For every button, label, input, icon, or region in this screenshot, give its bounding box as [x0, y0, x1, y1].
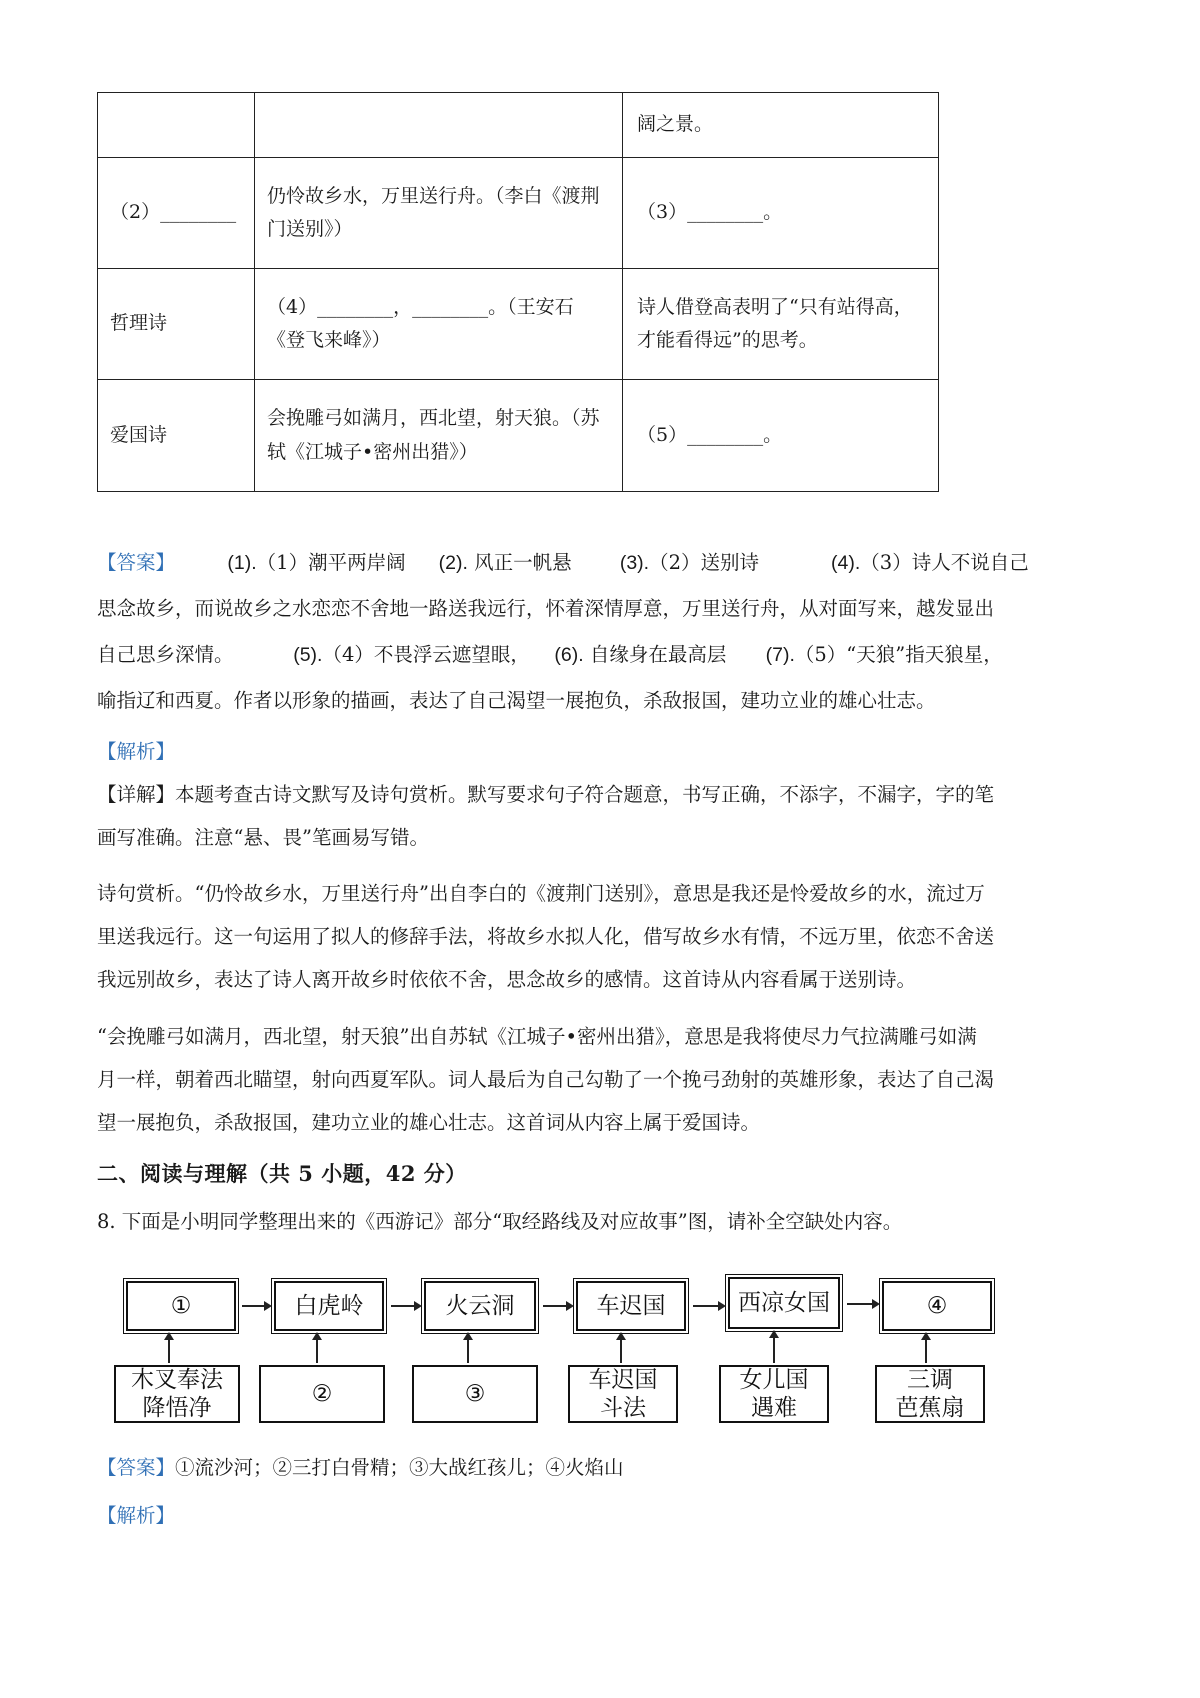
route-box-1: ① — [126, 1281, 236, 1331]
answer-item: (4).（3）诗人不说自己 — [831, 551, 1029, 574]
table-cell: 诗人借登高表明了“只有站得高，才能看得远”的思考。 — [623, 269, 939, 380]
arrow-up-icon — [168, 1339, 170, 1363]
answer-item: (1).（1）潮平两岸阔 — [227, 551, 406, 574]
analysis-paragraph — [97, 872, 1102, 1001]
route-box-4: 车迟国 — [576, 1281, 686, 1331]
table-cell: 哲理诗 — [98, 269, 255, 380]
table-cell: 爱国诗 — [98, 380, 255, 492]
route-box-6: ④ — [882, 1281, 992, 1331]
arrow-up-icon — [467, 1339, 469, 1363]
table-row — [98, 93, 939, 158]
arrow-right-icon — [242, 1305, 266, 1307]
journey-flow-diagram — [112, 1265, 1012, 1425]
arrow-up-icon — [925, 1339, 927, 1363]
answer-item: (2). 风正一帆悬 — [438, 551, 572, 574]
story-box-2: ② — [259, 1365, 385, 1423]
detail-line: 画写准确。注意“悬、畏”笔画易写错。 — [97, 826, 429, 849]
arrow-up-icon — [773, 1337, 775, 1363]
answer-item: (7).（5）“天狼”指天狼星， — [765, 643, 1003, 666]
table-cell: （4）________，________。（王安石《登飞来峰》） — [255, 269, 623, 380]
answer-item: (5).（4）不畏浮云遮望眼， — [293, 643, 530, 666]
answer-line: 思念故乡，而说故乡之水恋恋不舍地一路送我远行，怀着深情厚意，万里送行舟，从对面写来，越发显出 — [97, 597, 995, 620]
table-cell: 会挽雕弓如满月，西北望，射天狼。（苏轼《江城子•密州出猎》） — [255, 380, 623, 492]
question-8: 8. 下面是小明同学整理出来的《西游记》部分“取经路线及对应故事”图，请补全空缺处内容。 — [97, 1210, 903, 1233]
table-cell: 仍怜故乡水，万里送行舟。（李白《渡荆门送别》） — [255, 158, 623, 269]
answer-label: 【答案】 — [97, 1456, 176, 1479]
story-box-6: 三调 芭蕉扇 — [875, 1365, 985, 1423]
q8-answer — [97, 1452, 624, 1480]
paragraph-line: 里送我远行。这一句运用了拟人的修辞手法，将故乡水拟人化，借写故乡水有情，不远万里，依恋不舍送 — [97, 925, 995, 948]
story-box-5: 女儿国 遇难 — [719, 1365, 829, 1423]
arrow-right-icon — [693, 1305, 720, 1307]
table-row — [98, 380, 939, 492]
table-cell: （3）________。 — [623, 158, 939, 269]
section-title: 二、阅读与理解（共 5 小题，42 分） — [97, 1161, 467, 1186]
table-cell — [255, 93, 623, 158]
story-box-3: ③ — [412, 1365, 538, 1423]
story-box-4: 车迟国 斗法 — [568, 1365, 678, 1423]
analysis-paragraph — [97, 1015, 1102, 1144]
table-cell: 阔之景。 — [623, 93, 939, 158]
arrow-right-icon — [543, 1305, 568, 1307]
paragraph-line: 诗句赏析。“仍怜故乡水，万里送行舟”出自李白的《渡荆门送别》，意思是我还是怜爱故乡的水，流过万 — [97, 882, 985, 905]
arrow-right-icon — [391, 1305, 416, 1307]
table-cell: （5）________。 — [623, 380, 939, 492]
answer-item: (6). 自缘身在最高层 — [554, 643, 727, 666]
story-box-1: 木叉奉法 降悟净 — [114, 1365, 240, 1423]
table-row — [98, 269, 939, 380]
table-row — [98, 158, 939, 269]
arrow-up-icon — [620, 1339, 622, 1363]
table-cell: （2）________ — [98, 158, 255, 269]
answer-line: 喻指辽和西夏。作者以形象的描画，表达了自己渴望一展抱负，杀敌报国，建功立业的雄心壮志。 — [97, 689, 936, 712]
analysis-block — [97, 730, 1102, 859]
route-box-2: 白虎岭 — [274, 1281, 384, 1331]
answer-block — [97, 540, 1102, 724]
paragraph-line: 月一样，朝着西北瞄望，射向西夏军队。词人最后为自己勾勒了一个挽弓劲射的英雄形象，表达了自己渴 — [97, 1068, 995, 1091]
answer-label: 【答案】 — [97, 551, 176, 574]
detail-line: 【详解】本题考查古诗文默写及诗句赏析。默写要求句子符合题意，书写正确，不添字，不漏字，字的笔 — [97, 783, 995, 806]
arrow-up-icon — [316, 1339, 318, 1363]
analysis-label: 【解析】 — [97, 1504, 176, 1527]
paragraph-line: “会挽雕弓如满月，西北望，射天狼”出自苏轼《江城子•密州出猎》，意思是我将使尽力气拉满雕弓如满 — [97, 1025, 977, 1048]
table-cell — [98, 93, 255, 158]
route-box-3: 火云洞 — [424, 1281, 536, 1331]
poem-table — [97, 92, 939, 492]
answer-text: ①流沙河；②三打白骨精；③大战红孩儿；④火焰山 — [175, 1456, 624, 1479]
route-box-5: 西凉女国 — [728, 1277, 840, 1329]
arrow-right-icon — [847, 1303, 874, 1305]
paragraph-line: 望一展抱负，杀敌报国，建功立业的雄心壮志。这首词从内容上属于爱国诗。 — [97, 1111, 761, 1134]
paragraph-line: 我远别故乡，表达了诗人离开故乡时依依不舍，思念故乡的感情。这首诗从内容看属于送别诗。 — [97, 968, 917, 991]
answer-line — [97, 540, 1102, 586]
answer-item: (3).（2）送别诗 — [619, 551, 759, 574]
answer-line: 自己思乡深情。 (5).（4）不畏浮云遮望眼， (6). 自缘身在最高层 (7).（5）“天狼”指天狼星， — [97, 632, 1102, 678]
analysis-label: 【解析】 — [97, 740, 176, 763]
